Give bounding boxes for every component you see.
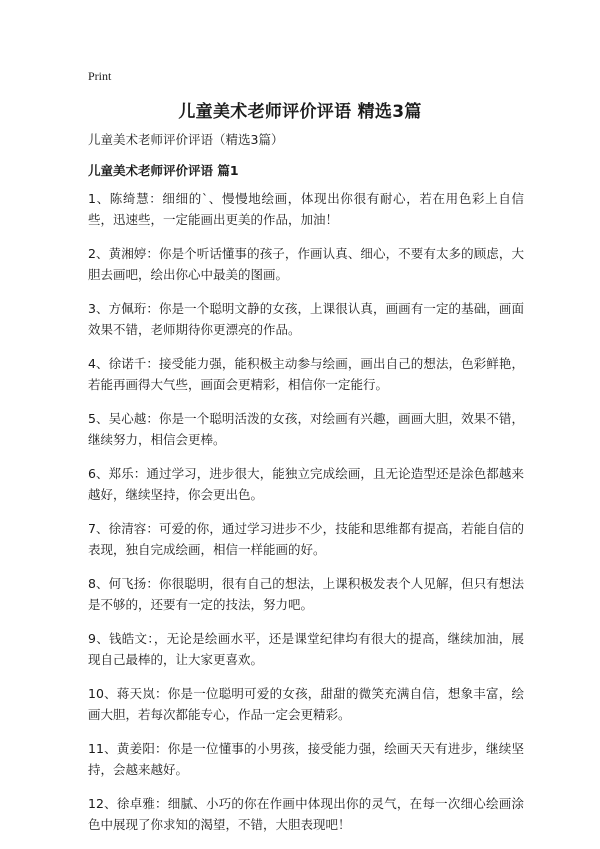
document-subtitle: 儿童美术老师评价评语（精选3篇） bbox=[88, 132, 284, 147]
comment-entry-9: 9、钱皓文：，无论是绘画水平，还是课堂纪律均有很大的提高，继续加油，展现自己最棒的，让大家更喜欢。 bbox=[88, 631, 524, 667]
comment-entry-2: 2、黄湘婷：你是个听话懂事的孩子，作画认真、细心，不要有太多的顾虑，大胆去画吧，绘出你心中最美的图画。 bbox=[88, 246, 524, 282]
comment-entry-1: 1、陈绮慧：细细的`、慢慢地绘画，体现出你很有耐心，若在用色彩上自信些，迅速些，一定能画出更美的作品，加油！ bbox=[88, 191, 524, 227]
comment-entry-12: 12、徐卓雅：细腻、小巧的你在作画中体现出你的灵气，在每一次细心绘画涂色中展现了你求知的渴望，不错，大胆表现吧！ bbox=[88, 796, 524, 832]
comment-entry-6: 6、郑乐：通过学习，进步很大，能独立完成绘画，且无论造型还是涂色都越来越好，继续坚持，你会更出色。 bbox=[88, 466, 524, 502]
comment-entry-7: 7、徐清容：可爱的你，通过学习进步不少，技能和思维都有提高，若能自信的表现，独自完成绘画，相信一样能画的好。 bbox=[88, 521, 524, 557]
comment-entry-10: 10、蒋天岚：你是一位聪明可爱的女孩，甜甜的微笑充满自信，想象丰富，绘画大胆，若每次都能专心，作品一定会更精彩。 bbox=[88, 686, 524, 722]
print-label: Print bbox=[88, 69, 112, 83]
comment-entry-4: 4、徐诺千：接受能力强，能积极主动参与绘画，画出自己的想法，色彩鲜艳，若能再画得大气些，画面会更精彩，相信你一定能行。 bbox=[88, 356, 524, 392]
comment-entry-5: 5、吴心越：你是一个聪明活泼的女孩，对绘画有兴趣，画画大胆，效果不错，继续努力，相信会更棒。 bbox=[88, 411, 524, 447]
page-title: 儿童美术老师评价评语 精选3篇 bbox=[178, 102, 422, 122]
document-body bbox=[88, 131, 524, 849]
comment-entry-11: 11、黄姜阳：你是一位懂事的小男孩，接受能力强，绘画天天有进步，继续坚持，会越来越好。 bbox=[88, 741, 524, 777]
section-heading: 儿童美术老师评价评语 篇1 bbox=[88, 163, 239, 178]
comment-entry-8: 8、何飞扬：你很聪明，很有自己的想法，上课积极发表个人见解，但只有想法是不够的，还要有一定的技法，努力吧。 bbox=[88, 576, 524, 612]
comment-entry-3: 3、方佩珩：你是一个聪明文静的女孩，上课很认真，画画有一定的基础，画面效果不错，老师期待你更漂亮的作品。 bbox=[88, 301, 524, 337]
